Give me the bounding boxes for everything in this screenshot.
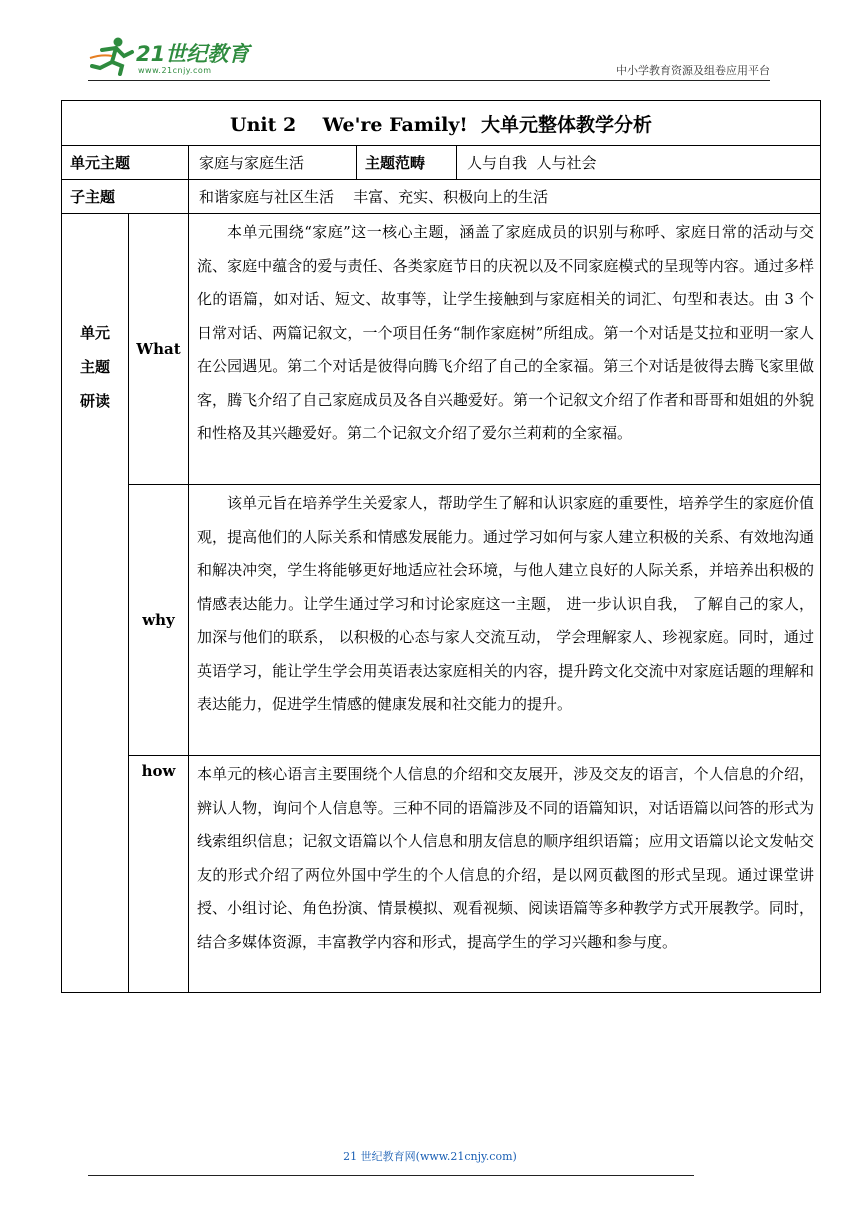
unit-theme-label: 单元主题 xyxy=(62,146,189,180)
title-row xyxy=(62,101,821,146)
document-title-text: Unit 2 We're Family! 大单元整体教学分析 xyxy=(230,113,653,136)
why-row xyxy=(62,485,821,756)
analysis-table xyxy=(61,100,821,993)
why-label: why xyxy=(129,485,189,756)
logo-text: 21世纪教育 xyxy=(136,42,250,66)
runner-icon xyxy=(88,36,136,76)
section-side-label-text: 单元 主题 研读 xyxy=(79,324,110,410)
logo-url: www.21cnjy.com xyxy=(138,66,212,75)
theme-category-label: 主题范畴 xyxy=(357,146,457,180)
document-title xyxy=(62,101,821,146)
subtheme-value: 和谐家庭与社区生活 丰富、充实、积极向上的生活 xyxy=(189,180,821,214)
why-paragraph: 该单元旨在培养学生关爱家人，帮助学生了解和认识家庭的重要性，培养学生的家庭价值观，提高他们的人际关系和情感发展能力。通过学习如何与家人建立积极的关系、有效地沟通和解决冲突，学生将能够更好地适应社会环境，与他人建立良好的人际关系，并培养出积极的情感表达能力。让学生通过学习和讨论家庭这一主题， 进一步认识自我， 了解自己的家人， 加深与他们的联系， 以积极的心态与家人交流互动， 学会理解家人、珍视家庭。同时，通过英语学习，能让学生学会用英语表达家庭相关的内容，提升跨文化交流中对家庭话题的理解和表达能力，促进学生情感的健康发展和社交能力的提升。 xyxy=(189,485,821,756)
site-logo[interactable] xyxy=(88,36,258,80)
footer-link[interactable]: 21 世纪教育网(www.21cnjy.com) xyxy=(343,1150,517,1163)
how-label: how xyxy=(129,756,189,993)
platform-tagline: 中小学教育资源及组卷应用平台 xyxy=(616,64,770,77)
how-row xyxy=(62,756,821,993)
unit-theme-value: 家庭与家庭生活 xyxy=(189,146,357,180)
page-header xyxy=(0,0,860,90)
how-paragraph: 本单元的核心语言主要围绕个人信息的介绍和交友展开，涉及交友的语言，个人信息的介绍，辨认人物，询问个人信息等。三种不同的语篇涉及不同的语篇知识，对话语篇以问答的形式为线索组织信息；记叙文语篇以个人信息和朋友信息的顺序组织语篇；应用文语篇以论文发帖交友的形式介绍了两位外国中学生的个人信息的介绍，是以网页截图的形式呈现。通过课堂讲授、小组讨论、角色扮演、情景模拟、观看视频、阅读语篇等多种教学方式开展教学。同时，结合多媒体资源，丰富教学内容和形式，提高学生的学习兴趣和参与度。 xyxy=(189,756,821,993)
subtheme-row xyxy=(62,180,821,214)
header-divider xyxy=(88,80,770,81)
what-label: What xyxy=(129,214,189,485)
footer-divider xyxy=(88,1175,694,1176)
what-row xyxy=(62,214,821,485)
subtheme-label: 子主题 xyxy=(62,180,189,214)
section-side-label xyxy=(62,214,129,993)
theme-row xyxy=(62,146,821,180)
what-paragraph: 本单元围绕“家庭”这一核心主题，涵盖了家庭成员的识别与称呼、家庭日常的活动与交流、家庭中蕴含的爱与责任、各类家庭节日的庆祝以及不同家庭模式的呈现等内容。通过多样化的语篇，如对话、短文、故事等，让学生接触到与家庭相关的词汇、句型和表达。由 3 个日常对话、两篇记叙文，一个项目任务“制作家庭树”所组成。第一个对话是艾拉和亚明一家人在公园遇见。第二个对话是彼得向腾飞介绍了自己的全家福。第三个对话是彼得去腾飞家里做客，腾飞介绍了自己家庭成员及各自兴趣爱好。第一个记叙文介绍了作者和哥哥和姐姐的外貌和性格及其兴趣爱好。第二个记叙文介绍了爱尔兰莉莉的全家福。 xyxy=(189,214,821,485)
theme-category-value: 人与自我 人与社会 xyxy=(457,146,821,180)
